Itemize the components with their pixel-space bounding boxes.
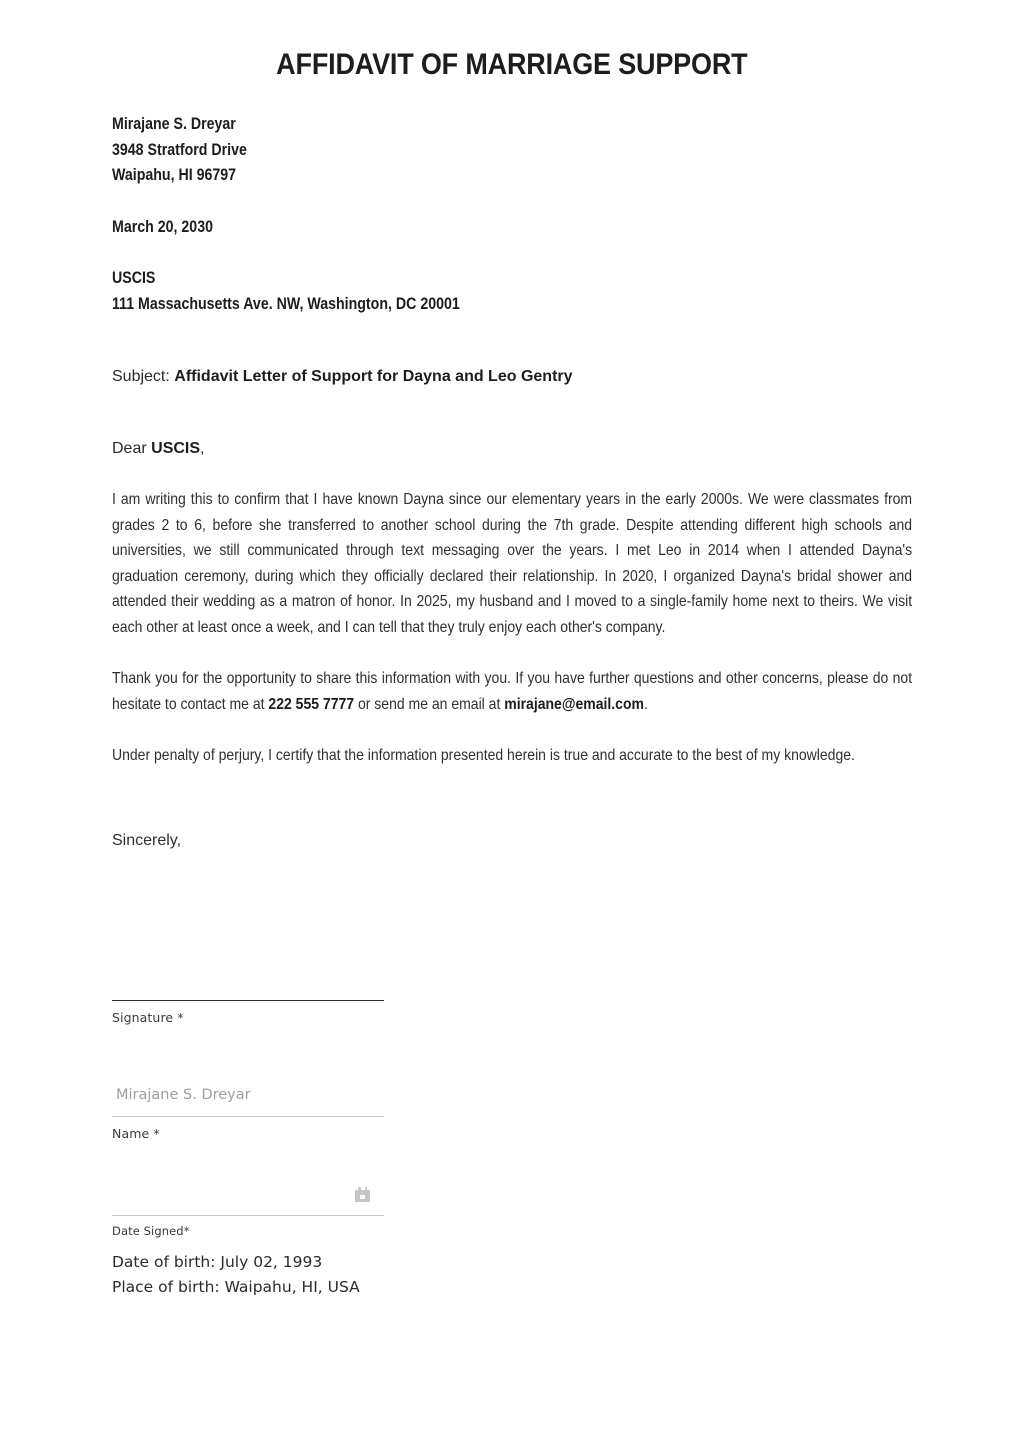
body-paragraph-3-text: Under penalty of perjury, I certify that the information presented herein is true and accurate to the best of my knowledge. bbox=[112, 747, 855, 764]
salutation-recipient: USCIS bbox=[151, 440, 201, 457]
sender-name: Mirajane S. Dreyar bbox=[112, 115, 236, 133]
subject-line bbox=[112, 365, 912, 389]
body-paragraph-3 bbox=[112, 743, 912, 769]
letter-date-block bbox=[112, 215, 912, 241]
recipient-block bbox=[112, 266, 912, 317]
recipient-org-line bbox=[112, 266, 912, 292]
signature-rule bbox=[112, 1000, 384, 1001]
date-signed-input-row[interactable] bbox=[112, 1173, 384, 1215]
signature-label: Signature * bbox=[112, 1010, 184, 1025]
body-paragraph-2-part-1: Thank you for the opportunity to share this information with you. If you have further questions and other concerns, please do not hesitate to contact me at bbox=[112, 670, 913, 713]
contact-phone: 222 555 7777 bbox=[268, 695, 355, 713]
salutation-greeting: Dear bbox=[112, 440, 147, 457]
salutation-line bbox=[112, 437, 912, 461]
body-paragraph-2-part-3: . bbox=[643, 695, 648, 713]
birth-info-block bbox=[112, 1250, 384, 1300]
letter-body bbox=[112, 112, 912, 853]
spacer-name-date bbox=[112, 1141, 384, 1173]
body-paragraph-1-text: I am writing this to confirm that I have known Dayna since our elementary years in the early 2000s. We were classmates from grades 2 to 6, before she transferred to another school during the 7th grade. Despite attending different high schools and universities, we still communicated through text messaging over the years. I met Leo in 2014 when I attended Dayna's graduation ceremony, during which they officially declared their relationship. In 2020, I organized Dayna's bridal shower and attended their wedding as a matron of honor. In 2025, my husband and I moved to a single-family home next to theirs. We visit each other at least once a week, and I can tell that they truly enjoy each other's company. bbox=[112, 491, 913, 636]
body-paragraph-1 bbox=[112, 487, 912, 640]
date-signed-field[interactable] bbox=[112, 1173, 384, 1238]
salutation-inner bbox=[112, 440, 205, 457]
closing-line bbox=[112, 829, 912, 853]
contact-email: mirajane@email.com bbox=[504, 695, 644, 713]
letter-date: March 20, 2030 bbox=[112, 217, 213, 236]
signature-form bbox=[112, 1000, 384, 1300]
sender-address-block bbox=[112, 112, 912, 189]
subject-inner bbox=[112, 368, 573, 385]
calendar-icon[interactable] bbox=[355, 1187, 370, 1202]
name-field[interactable] bbox=[112, 1074, 384, 1141]
body-paragraph-2-inner bbox=[112, 666, 912, 717]
sender-city-line bbox=[112, 163, 912, 189]
sender-city-state-zip: Waipahu, HI 96797 bbox=[112, 166, 237, 184]
page-title bbox=[0, 48, 1024, 82]
date-signed-rule bbox=[112, 1215, 384, 1216]
spacer-after-date bbox=[112, 240, 912, 266]
sender-street-line bbox=[112, 138, 912, 164]
body-paragraph-2 bbox=[112, 666, 912, 717]
recipient-address-line bbox=[112, 292, 912, 318]
subject-label: Subject: bbox=[112, 368, 170, 385]
calendar-icon-day bbox=[360, 1195, 365, 1199]
recipient-address: 111 Massachusetts Ave. NW, Washington, DC 20001 bbox=[112, 294, 460, 313]
name-rule bbox=[112, 1116, 384, 1117]
place-of-birth: Place of birth: Waipahu, HI, USA bbox=[112, 1278, 360, 1296]
body-paragraph-2-part-2: or send me an email at bbox=[354, 695, 505, 713]
recipient-organization: USCIS bbox=[112, 269, 156, 287]
spacer-after-sender bbox=[112, 189, 912, 215]
date-of-birth: Date of birth: July 02, 1993 bbox=[112, 1253, 323, 1271]
name-input-row[interactable] bbox=[112, 1074, 384, 1116]
closing-text: Sincerely, bbox=[112, 831, 182, 849]
salutation-comma: , bbox=[200, 440, 205, 457]
subject-value: Affidavit Letter of Support for Dayna and Leo Gentry bbox=[174, 368, 573, 385]
page-title-text: AFFIDAVIT OF MARRIAGE SUPPORT bbox=[276, 48, 748, 81]
sender-name-line bbox=[112, 112, 912, 138]
date-signed-label: Date Signed* bbox=[112, 1224, 190, 1238]
name-input[interactable]: Mirajane S. Dreyar bbox=[116, 1087, 251, 1103]
signature-field[interactable] bbox=[112, 1000, 384, 1025]
spacer-signature-name bbox=[112, 1025, 384, 1074]
name-label: Name * bbox=[112, 1126, 160, 1141]
sender-street: 3948 Stratford Drive bbox=[112, 140, 247, 159]
